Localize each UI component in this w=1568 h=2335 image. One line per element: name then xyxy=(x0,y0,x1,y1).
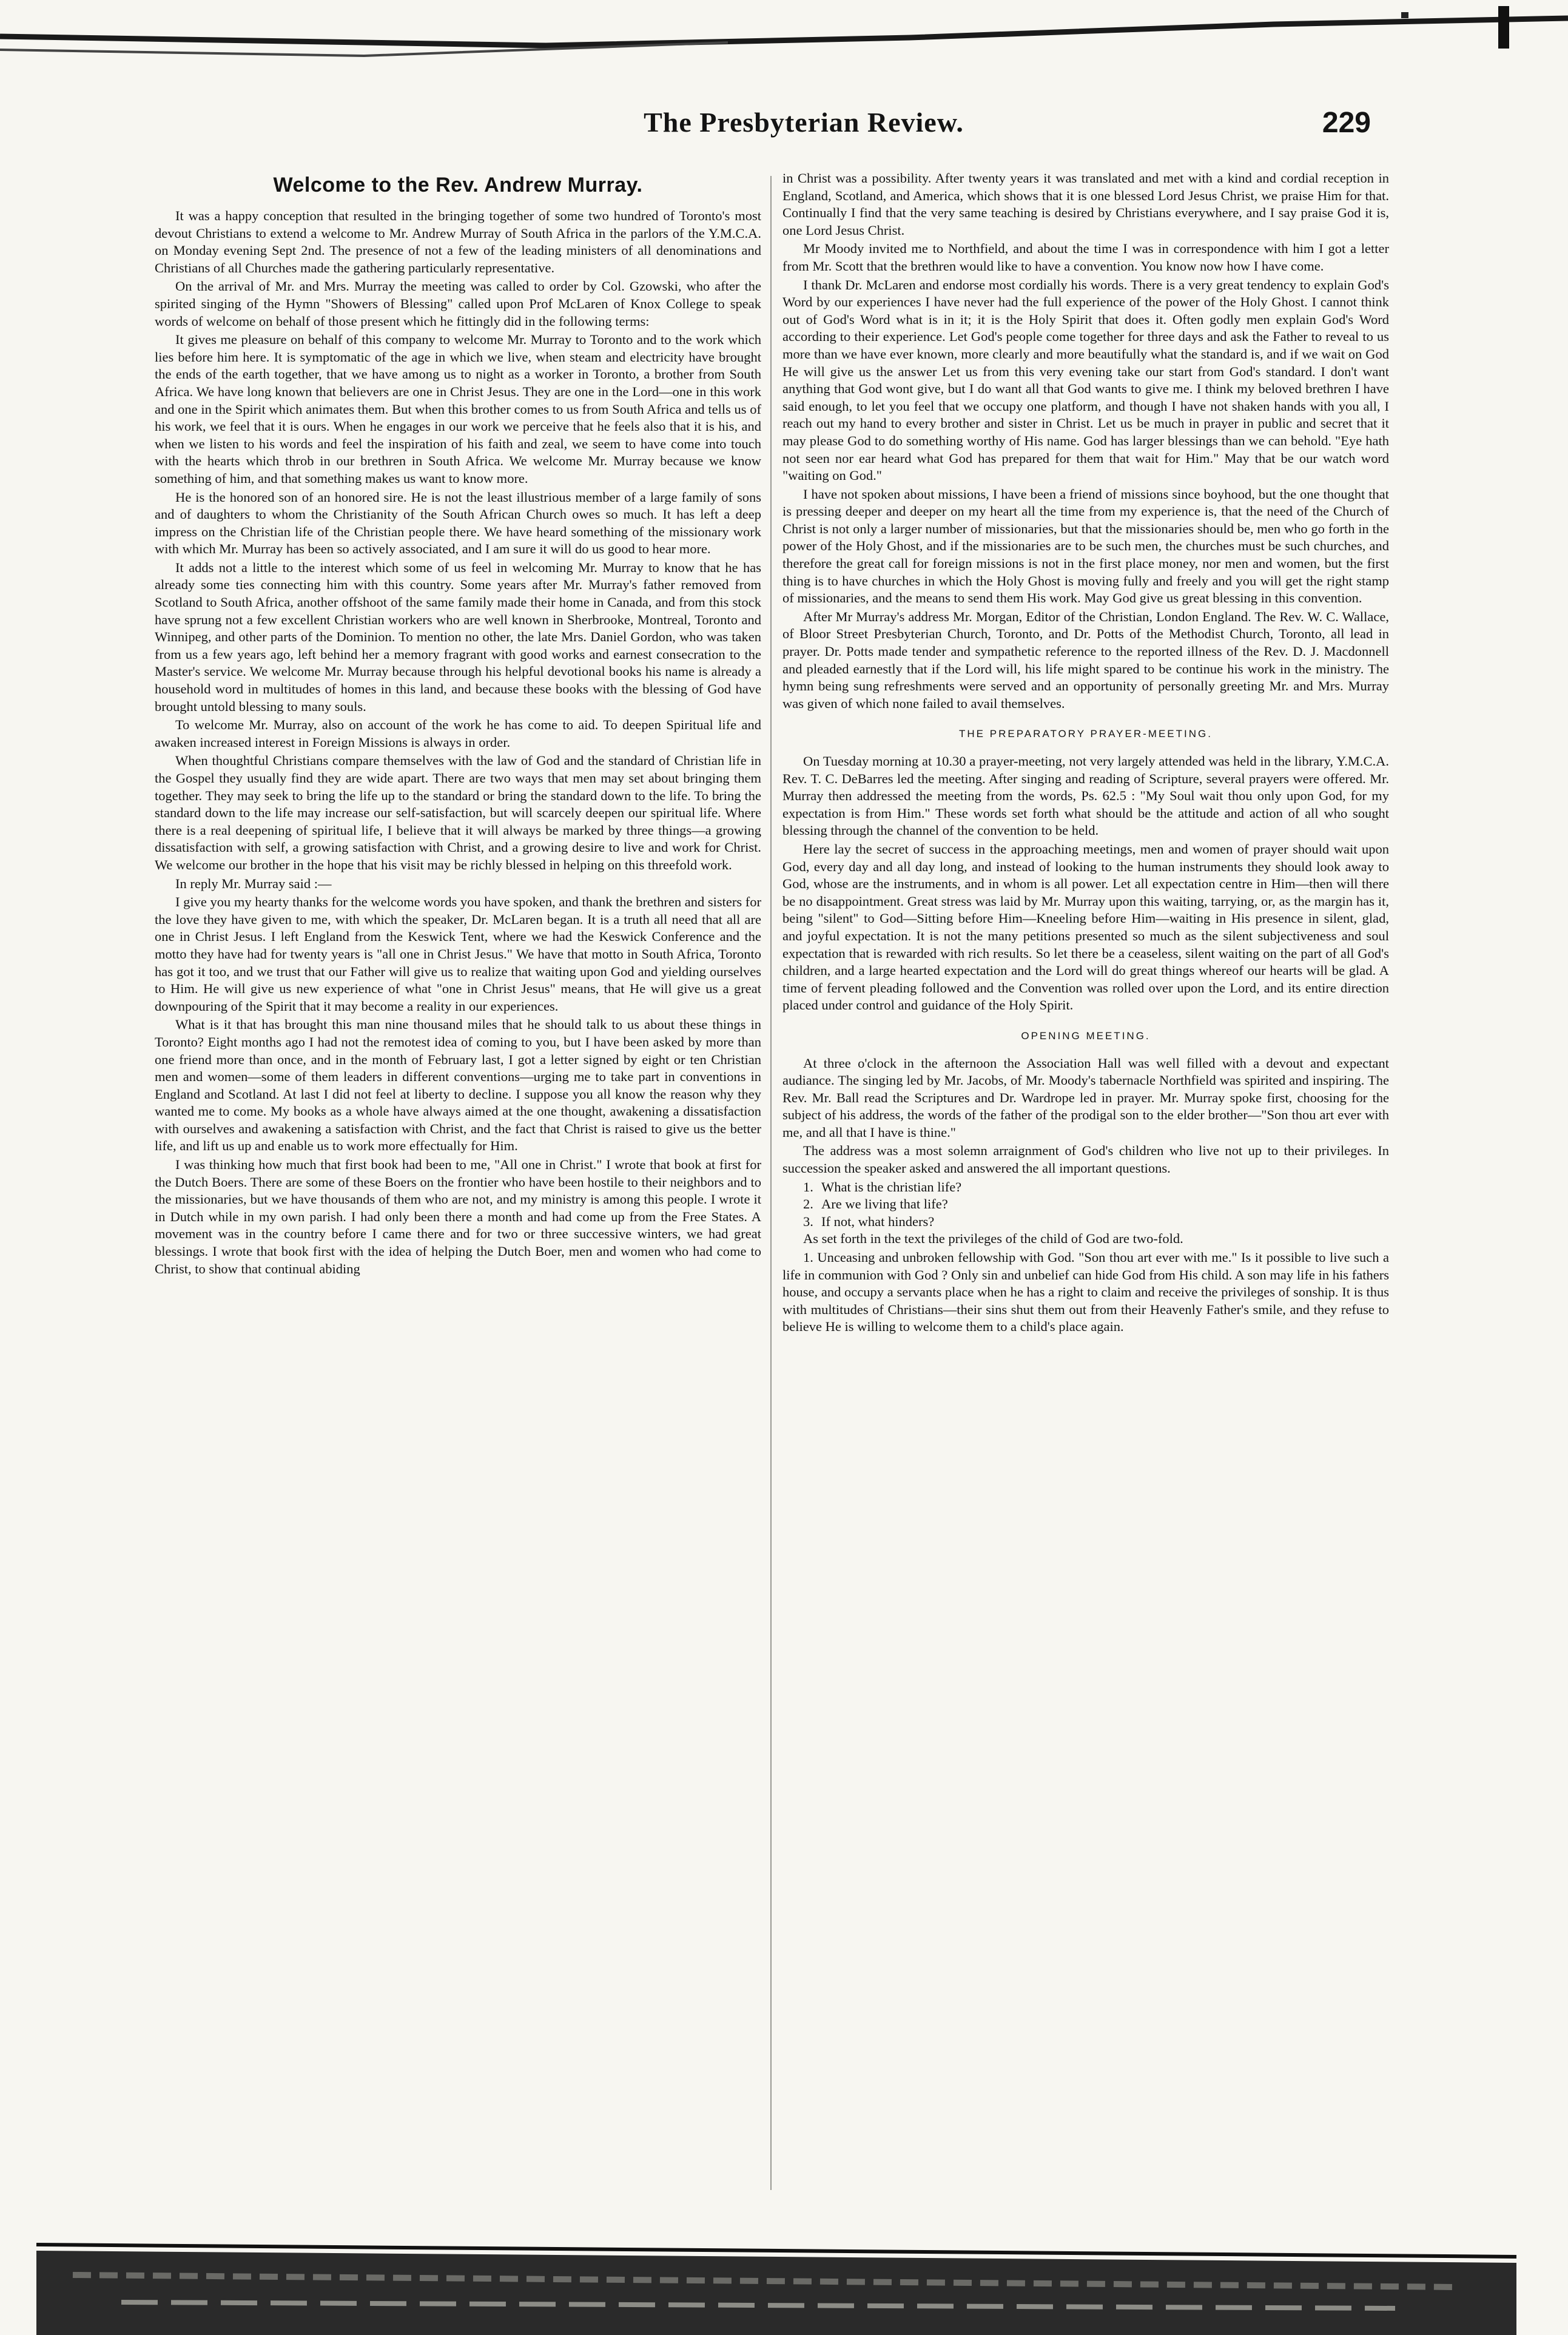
scan-edge-top xyxy=(0,0,1568,73)
question-item xyxy=(803,1179,1389,1196)
paragraph: On the arrival of Mr. and Mrs. Murray the meeting was called to order by Col. Gzowski, who after the spirited singing of the Hymn "Showers of Blessing" called upon Prof McLaren of Knox College to speak words of welcome on behalf of those present which he fittingly did in the following terms: xyxy=(155,278,761,329)
paragraph: It was a happy conception that resulted in the bringing together of some two hundred of Toronto's most devout Christians to extend a welcome to Mr. Andrew Murray of South Africa in the parlors of the Y.M.C.A. on Monday evening Sept 2nd. The presence of not a few of the leading ministers of all denominations and Christians of all Churches made the gathering particularly representative. xyxy=(155,208,761,275)
paragraph: On Tuesday morning at 10.30 a prayer-meeting, not very largely attended was held in the library, Y.M.C.A. Rev. T. C. DeBarres led the meeting. After singing and reading of Scripture, several prayers were offered. Mr. Murray then addressed the meeting from the words, Ps. 62.5 : "My Soul wait thou only upon God, for my expectation is from Him." These words set forth what should be the attitude and action of all who sought blessing through the channel of the convention to be held. xyxy=(782,753,1389,838)
left-column xyxy=(155,170,761,2190)
paragraph: To welcome Mr. Murray, also on account of the work he has come to aid. To deepen Spiritual life and awaken increased interest in Foreign Missions is always in order. xyxy=(155,717,761,750)
scan-edge-bottom xyxy=(0,2196,1568,2335)
question-number: 3. xyxy=(803,1213,813,1229)
article-title: Welcome to the Rev. Andrew Murray. xyxy=(273,174,643,197)
question-item xyxy=(803,1196,1389,1213)
paragraph: What is it that has brought this man nine thousand miles that he should talk to us about these things in Toronto? Eight months ago I had not the remotest idea of coming to you, but I have been asked by more than one friend more than once, and in the month of February last, I got a letter signed by eight or ten Christian men and women—some of them leaders in different conventions—urging me to take part in conventions in England and Scotland. At last I did not feel at liberty to decline. I suppose you all know the reason why they wanted me to come. My books as a whole have always aimed at the one thought, awakening a dissatisfaction with ourselves and awakening a satisfaction with Christ, and the fact that Christ is raised to give us the better life, and lift us up and enable us to work more effectually for Him. xyxy=(155,1017,761,1154)
paragraph: At three o'clock in the afternoon the Association Hall was well filled with a devout and expectant audiance. The singing led by Mr. Jacobs, of Mr. Moody's tabernacle Northfield was spirited and inspiring. The Rev. Mr. Ball read the Scriptures and Dr. Wardrope led in prayer. Mr. Murray spoke first, choosing for the subject of his address, the words of the father of the prodigal son to the elder brother—"Son thou art ever with me, and all that I have is thine." xyxy=(782,1055,1389,1140)
paragraph: It gives me pleasure on behalf of this company to welcome Mr. Murray to Toronto and to the work which lies before him here. It is symptomatic of the age in which we live, when steam and electricity have brought the ends of the earth together, that we have among us to night as a worker in Toronto, a brother from South Africa. We have long known that believers are one in Christ Jesus. They are one in the Lord—one in this work and one in the Spirit which animates them. But when this brother comes to us from South Africa and tells us of his work, we feel that it is ours. When he engages in our work we perceive that he feels also that it is his, and when we listen to his words and feel the inspiration of his faith and zeal, we seem to have come into touch with the hearts which throb in our brethren in South Africa. We welcome Mr. Murray because we know something of him, and that something makes us want to know more. xyxy=(155,332,761,486)
paragraph: In reply Mr. Murray said :— xyxy=(175,875,332,891)
journal-title: The Presbyterian Review. xyxy=(644,107,964,138)
paragraph: I was thinking how much that first book had been to me, "All one in Christ." I wrote that book at first for the Dutch Boers. There are some of these Boers on the frontier who have been hostile to their neighbors and to the missionaries, but we have thousands of them who are not, and my ministry is among this people. I wrote it in Dutch while in my own parish. I had only been there a month and had come up from the Free States. A movement was in the country before I came there and for two or three successive winters, we had great blessings. I wrote that book first with the idea of helping the Dutch Boer, men and women who had come to Christ, to show that continual abiding xyxy=(155,1157,761,1276)
question-number: 2. xyxy=(803,1196,813,1212)
question-text: What is the christian life? xyxy=(821,1179,962,1194)
paragraph: The address was a most solemn arraignment of God's children who live not up to their privileges. In succession the speaker asked and answered the all important questions. xyxy=(782,1143,1389,1176)
paragraph: I give you my hearty thanks for the welcome words you have spoken, and thank the brethren and sisters for the love they have given to me, with which the speaker, Dr. McLaren began. It is a truth all need that all are one in Christ Jesus. I left England from the Keswick Tent, where we had the Keswick Conference and the motto they have had for twenty years is "all one in Christ Jesus." We have that motto in South Africa, Toronto has got it too, and we trust that our Father will give us to realize that waiting upon God and yielding ourselves to Him. He will give us new experience of what "one in Christ Jesus" means, that He will give us a great downpouring of the Spirit that it may become a reality in our experiences. xyxy=(155,894,761,1014)
paragraph: I thank Dr. McLaren and endorse most cordially his words. There is a very great tendency to explain God's Word by our experiences I have never had the full experience of the power of the Holy Ghost. I cannot think out of God's Word what is in it; it is the Holy Spirit that does it. Often godly men explain God's Word according to their experience. Let God's people come together for three days and ask the Father to reveal to us more than we have ever known, more clearly and more beautifully what the standard is, and if we wait on God He will give us the answer Let us from this very evening take our start from God's standard. I don't want anything that God wont give, but I do want all that God wants to give me. I think my beloved brethren I have said enough, to let you feel that we occupy one platform, and though I have not shaken hands with you all, I reach out my hand to every brother and sister in Christ. Let us be much in prayer in public and secret that it may please God to do something worthy of His name. God has larger blessings than we can behold. "Eye hath not seen nor ear heard what God has prepared for them that wait for Him." May that be our watch word "waiting on God." xyxy=(782,277,1389,484)
paragraph: It adds not a little to the interest which some of us feel in welcoming Mr. Murray to know that he has already some ties connecting him with this country. Some years after Mr. Murray's father removed from Scotland to South Africa, another offshoot of the same family made their home in Canada, and from this stock have sprung not a few excellent Christian workers who are well known in Sherbrooke, Montreal, Toronto and Winnipeg, and other parts of the Dominion. To mention no other, the late Mrs. Daniel Gordon, who was taken from us a few years ago, left behind her a memory fragrant with good works and earnest consecration to the Master's service. We welcome Mr. Murray because through his helpful devotional books his name is already a household word in multitudes of homes in this land, and because these books with the blessing of God have brought untold blessing to many souls. xyxy=(155,559,761,714)
question-number: 1. xyxy=(803,1179,813,1194)
paragraph: Here lay the secret of success in the approaching meetings, men and women of prayer should wait upon God, every day and all day long, and instead of looking to the human instruments they should look away to God, whose are the instruments, and in whom is all power. Let all expectation centre in Him—then will there be no disappointment. Great stress was laid by Mr. Murray upon this waiting, tarrying, or, as the margin has it, being "silent" to God—Sitting before Him—Kneeling before Him—waiting in His presence in silent, glad, and joyful expectation. It is not the many petitions presented so much as the silent subjectiveness and soul expectation that is rewarded with rich results. So let there be a ceaseless, silent waiting on the part of all God's children, and a large hearted expectation and the Lord will do great things whereof our hearts will be glad. A time of fervent pleading followed and the Convention was rolled over upon the Lord, and its entire direction placed under control and guidance of the Holy Spirit. xyxy=(782,841,1389,1013)
page-number: 229 xyxy=(1322,107,1371,139)
paragraph: 1. Unceasing and unbroken fellowship with God. "Son thou art ever with me." Is it possible to live such a life in communion with God ? Only sin and unbelief can hide God from His child. A son may life in his fathers house, and occupy a servants place when he has a right to claim and receive the privileges of sonship. It is thus with multitudes of Christians—their sins shut them out from their Heavenly Father's smile, and they refuse to believe He is willing to welcome them to a child's place again. xyxy=(782,1250,1389,1335)
paragraph: As set forth in the text the privileges of the child of God are two-fold. xyxy=(803,1231,1183,1247)
section-heading-prayer-meeting: THE PREPARATORY PRAYER-MEETING. xyxy=(959,728,1213,740)
running-head xyxy=(182,106,1395,149)
paragraph: After Mr Murray's address Mr. Morgan, Editor of the Christian, London England. The Rev. W. C. Wallace, of Bloor Street Presbyterian Church, Toronto, and Dr. Potts of the Methodist Church, Toronto, all lead in prayer. Dr. Potts made tender and sympathetic reference to the reported illness of the Rev. D. J. Macdonnell and pleaded earnestly that if the Lord will, his life might spared to be continue his work in the ministry. The hymn being sung refreshments were served and an opportunity of personally greeting Mr. and Mrs. Murray was given of which none failed to avail themselves. xyxy=(782,608,1389,711)
paragraph: When thoughtful Christians compare themselves with the law of God and the standard of Christian life in the Gospel they usually find they are wide apart. There are two ways that men may set about bringing them together. They may seek to bring the life up to the standard or bring the standard down to the life. To bring the standard down to the life may increase our self-satisfaction, but will scarcely deepen our spiritual life. Where there is a real deepening of spiritual life, I believe that it will always be marked by three things—a growing dissatisfaction with self, a growing satisfaction with Christ, and a growing desire to live and work for Christ. We welcome our brother in the hope that his visit may be richly blessed in helping on this threefold work. xyxy=(155,753,761,872)
question-text: If not, what hinders? xyxy=(821,1213,935,1229)
paragraph: in Christ was a possibility. After twenty years it was translated and met with a kind and cordial reception in England, Scotland, and America, which shows that it is one blessed Lord Jesus Christ, we praise Him for that. Continually I find that the very same teaching is desired by Christians everywhere, and I say praise God it is, one Lord Jesus Christ. xyxy=(782,170,1389,238)
section-heading-opening-meeting: OPENING MEETING. xyxy=(1021,1029,1151,1042)
paragraph: Mr Moody invited me to Northfield, and about the time I was in correspondence with him I got a letter from Mr. Scott that the brethren would like to have a convention. You know now how I have come. xyxy=(782,241,1389,274)
paragraph: He is the honored son of an honored sire. He is not the least illustrious member of a large family of sons and of daughters to whom the Christianity of the South African Church owes so much. It has left a deep impress on the Christian life of the Christian people there. We have heard something of the missionary work with which Mr. Murray has been so actively associated, and I am sure it will do us good to hear more. xyxy=(155,489,761,557)
column-divider xyxy=(770,176,772,2190)
question-item xyxy=(803,1213,1389,1231)
right-column xyxy=(782,170,1389,2190)
question-text: Are we living that life? xyxy=(821,1196,948,1212)
paragraph: I have not spoken about missions, I have been a friend of missions since boyhood, but the one thought that is pressing deeper and deeper on my heart all the time from my experience is, that the need of the Church of Christ is not only a larger number of missionaries, but that the missionaries should be, men who go forth in the power of the Holy Ghost, and if the missionaries are to be such men, the churches must be such churches, and therefore the great call for foreign missions is not in the first place money, nor men and women, but the first thing is to have churches in which the Holy Ghost is moving fully and freely and you will get the right stamp of missionaries, and the means to send them His work. May God give us great blessing in this convention. xyxy=(782,486,1389,606)
